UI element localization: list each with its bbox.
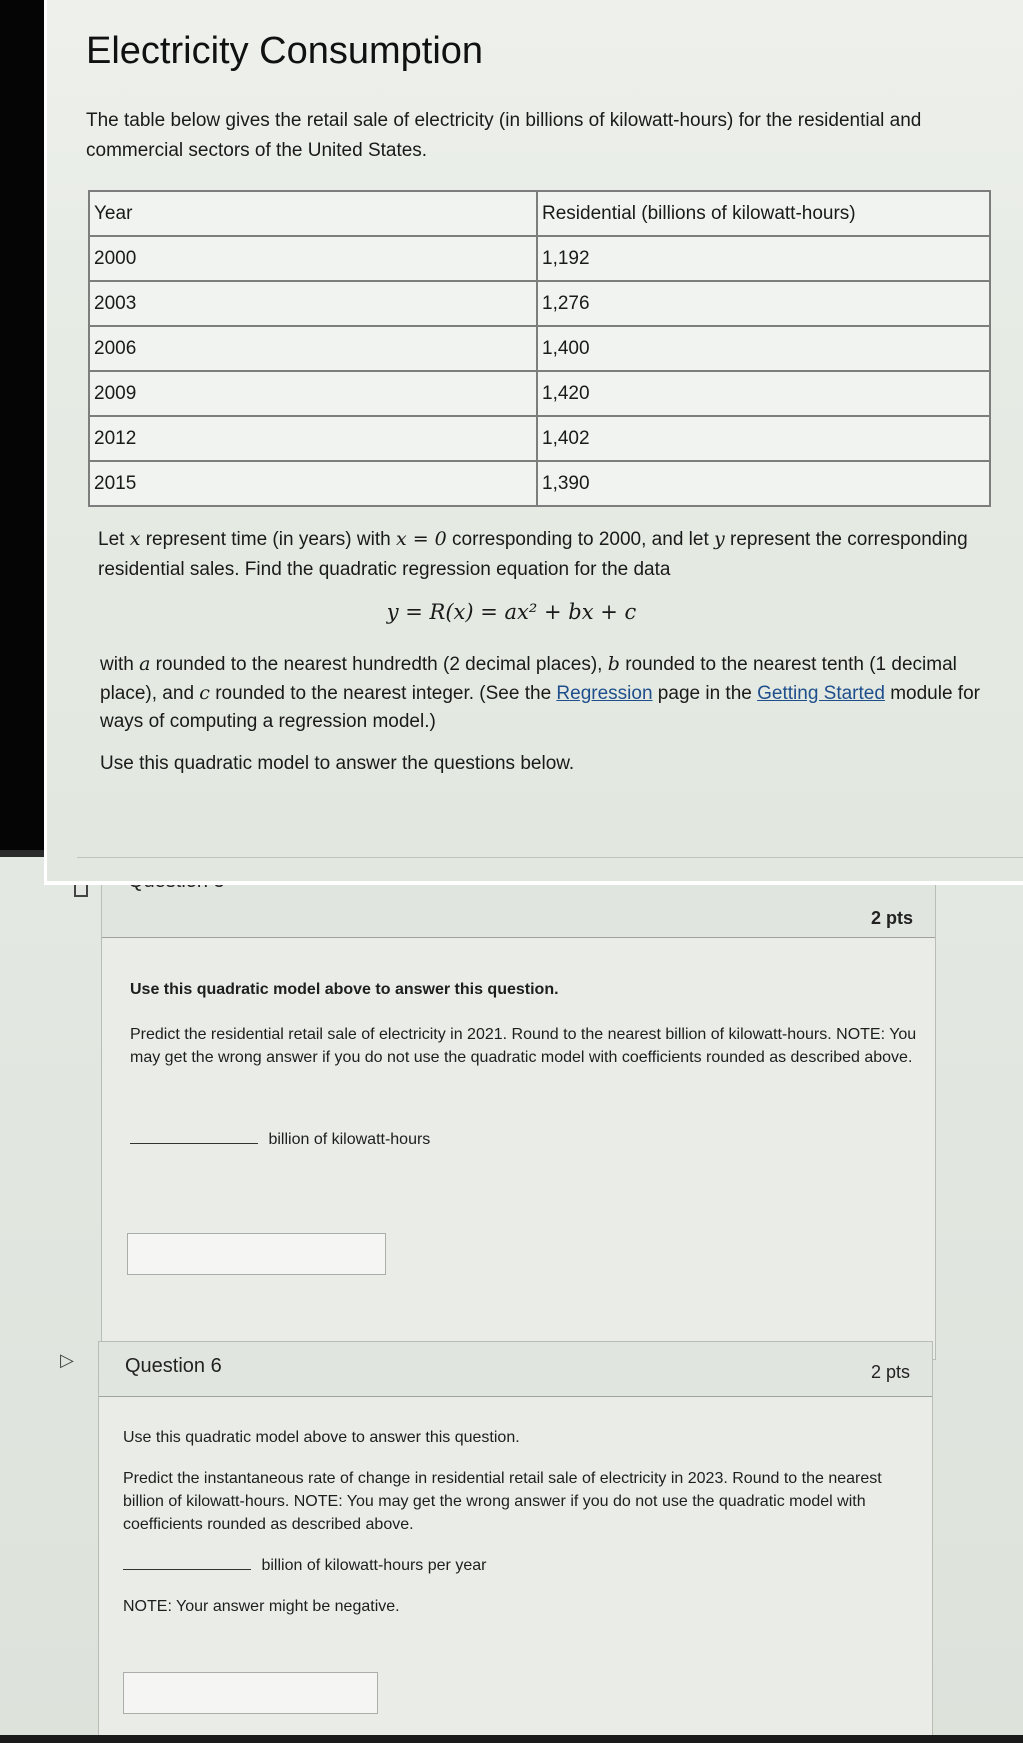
year-cell: 2000 <box>89 236 537 281</box>
question-6-points: 2 pts <box>870 1362 910 1382</box>
left-dark-margin <box>0 0 44 850</box>
p2-text-b: rounded to the nearest hundredth (2 decimal places), <box>150 654 608 675</box>
intro-text: The table below gives the retail sale of electricity (in billions of kilowatt-hours) for the residential and commercial sectors of the United States. <box>86 110 922 161</box>
question-5-corner-icon <box>74 885 88 897</box>
question-6-body: Predict the instantaneous rate of change in residential retail sale of electricity in 2023. Round to the nearest billion of kilowatt-hours. NOTE: You may get the wrong answer if you do not use the quadratic model with coefficients rounded as described above. <box>123 1470 882 1533</box>
var-c: c <box>199 682 210 704</box>
table-row <box>89 281 990 326</box>
question-5-blank <box>130 1142 258 1144</box>
residential-cell: 1,402 <box>537 416 990 461</box>
question-6-blank <box>123 1568 251 1570</box>
p2-text-f: module for ways of computing a regression model.) <box>100 683 980 732</box>
var-y: y <box>714 528 725 550</box>
question-5-lead: Use this quadratic model above to answer this question. <box>130 981 559 998</box>
column-header-year: Year <box>89 191 537 236</box>
residential-cell: 1,400 <box>537 326 990 371</box>
table-header-row <box>89 191 990 236</box>
question-5-card <box>101 877 936 1360</box>
question-5-points: 2 pts <box>870 908 913 928</box>
instruction-paragraph-1 <box>98 524 998 585</box>
table-row <box>89 326 990 371</box>
instruction-paragraph-2 <box>100 650 1000 736</box>
eq-x-zero: x = 0 <box>395 528 447 550</box>
question-5-answer-input[interactable] <box>127 1233 386 1275</box>
question-6-flag-icon[interactable]: ▷ <box>60 1350 74 1370</box>
question-6-note: NOTE: Your answer might be negative. <box>123 1598 400 1615</box>
instruction-paragraph-3: Use this quadratic model to answer the questions below. <box>100 753 575 774</box>
p1-text-d: represent the corresponding residential sales. Find the quadratic regression equation for the data <box>98 529 968 580</box>
p2-text-a: with <box>100 654 140 675</box>
question-6-lead: Use this quadratic model above to answer this question. <box>123 1429 520 1446</box>
question-5-answer-line <box>130 1128 430 1151</box>
year-cell: 2015 <box>89 461 537 506</box>
var-a: a <box>139 653 151 675</box>
question-6-card <box>98 1341 933 1743</box>
table-row <box>89 236 990 281</box>
bottom-dark-strip <box>0 1735 1023 1743</box>
table-row <box>89 416 990 461</box>
getting-started-link[interactable]: Getting Started <box>757 683 885 704</box>
electricity-table <box>88 190 991 507</box>
residential-cell: 1,390 <box>537 461 990 506</box>
p2-text-c: rounded to the nearest tenth (1 decimal place), and <box>100 654 957 704</box>
question-6-unit: billion of kilowatt-hours per year <box>261 1557 487 1574</box>
question-5-body: Predict the residential retail sale of electricity in 2021. Round to the nearest billion of kilowatt-hours. NOTE: You may get the wrong answer if you do not use the quadratic model with coefficients rounded as described above. <box>130 1026 917 1066</box>
var-x: x <box>129 528 141 550</box>
var-b: b <box>607 653 620 675</box>
p1-text-a: Let <box>98 529 130 550</box>
p1-text-c: corresponding to 2000, and let <box>446 529 715 550</box>
question-6-title: Question 6 <box>125 1355 222 1377</box>
year-cell: 2006 <box>89 326 537 371</box>
p2-text-e: page in the <box>652 683 758 704</box>
table-row <box>89 461 990 506</box>
question-6-header <box>99 1342 932 1397</box>
page-title: Electricity Consumption <box>86 30 484 72</box>
column-header-residential: Residential (billions of kilowatt-hours) <box>537 191 990 236</box>
regression-link[interactable]: Regression <box>556 683 653 704</box>
question-6-answer-input[interactable] <box>123 1672 378 1714</box>
regression-formula: y = R(x) = ax² + bx + c <box>386 600 637 624</box>
residential-cell: 1,192 <box>537 236 990 281</box>
p1-text-b: represent time (in years) with <box>140 529 396 550</box>
year-cell: 2003 <box>89 281 537 326</box>
p2-text-d: rounded to the nearest integer. (See the <box>209 683 557 704</box>
year-cell: 2009 <box>89 371 537 416</box>
question-5-unit: billion of kilowatt-hours <box>268 1131 431 1148</box>
residential-cell: 1,276 <box>537 281 990 326</box>
table-row <box>89 371 990 416</box>
quiz-question-area <box>0 857 1023 1743</box>
question-5-header <box>102 878 935 938</box>
residential-cell: 1,420 <box>537 371 990 416</box>
year-cell: 2012 <box>89 416 537 461</box>
question-6-answer-line <box>123 1554 486 1577</box>
